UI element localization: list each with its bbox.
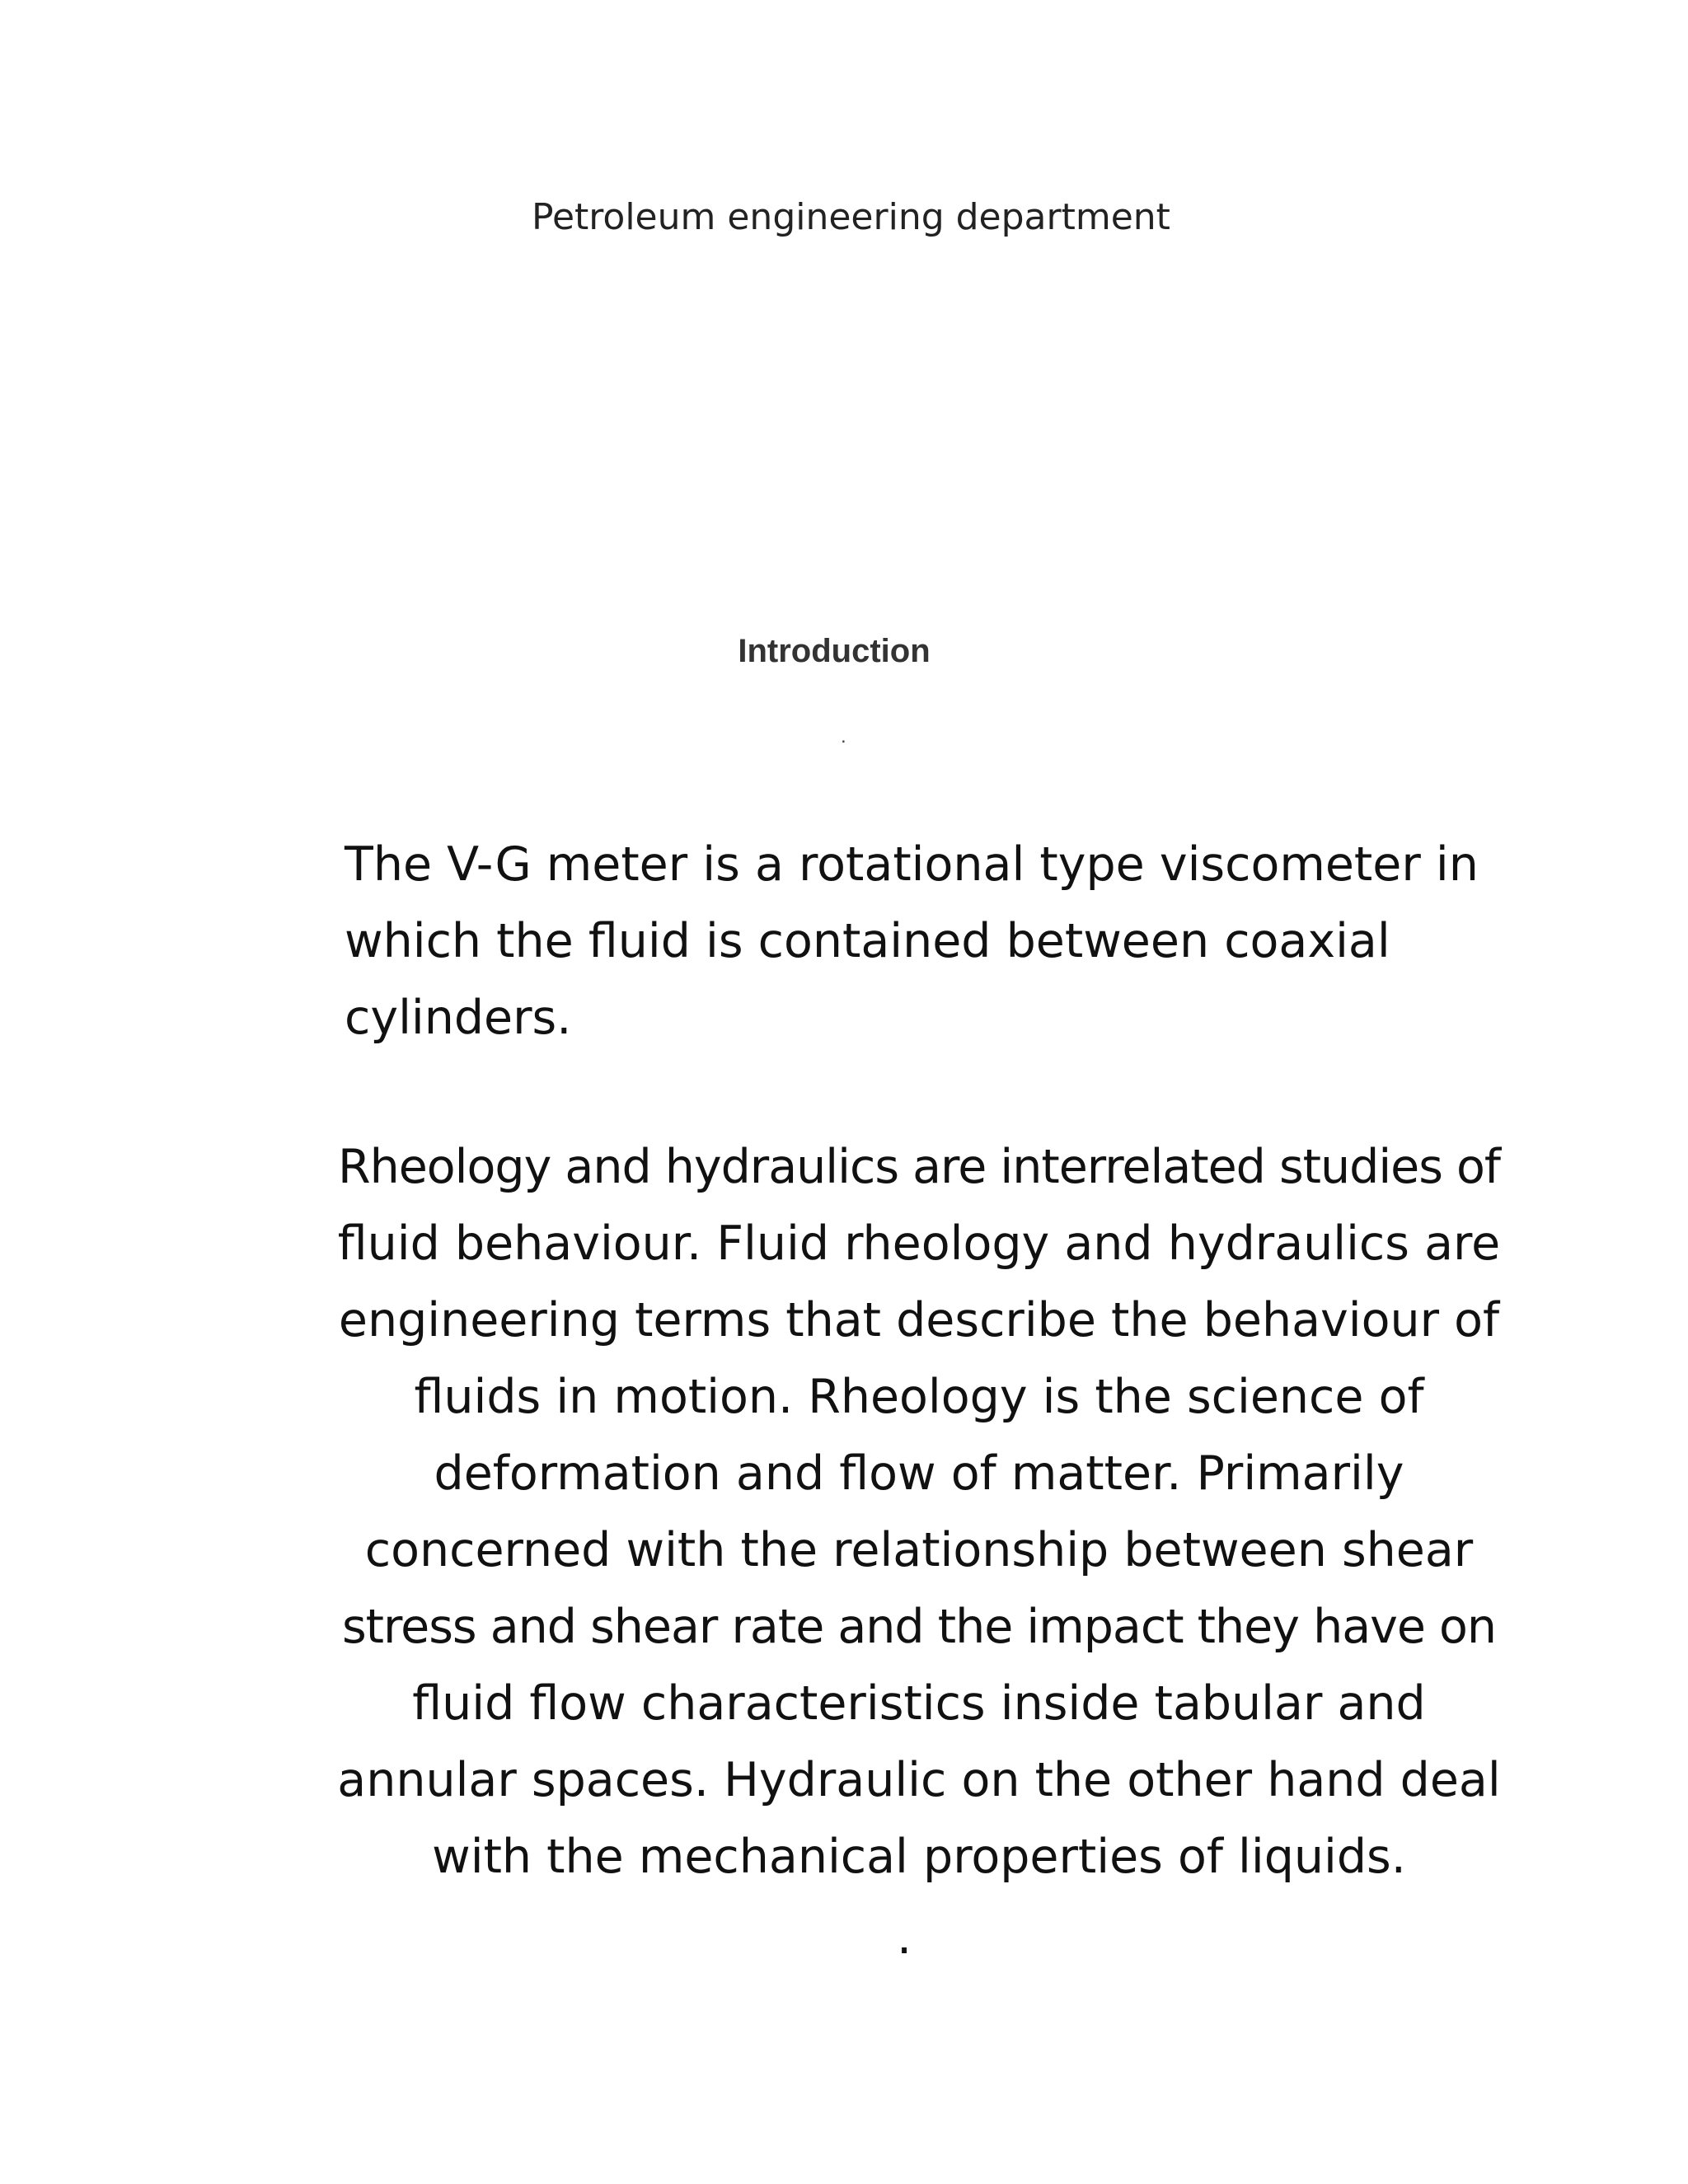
paragraph-line: fluids in motion. Rheology is the science of — [414, 1370, 1424, 1424]
section-heading-introduction: Introduction — [738, 633, 931, 669]
paragraph-line: Rheology and hydraulics are interrelated studies of — [338, 1140, 1500, 1194]
paragraph-line: with the mechanical properties of liquids. — [432, 1830, 1406, 1884]
paragraph-line: annular spaces. Hydraulic on the other hand deal — [337, 1753, 1501, 1807]
paragraph-line: fluid behaviour. Fluid rheology and hydraulics are — [337, 1216, 1501, 1271]
paragraph-line: which the fluid is contained between coaxial — [345, 914, 1390, 968]
department-name: Petroleum engineering department — [532, 196, 1170, 238]
paragraph-vg-meter — [345, 827, 1498, 1057]
paragraph-line: engineering terms that describe the behaviour of — [338, 1293, 1500, 1347]
end-dot: . — [897, 1910, 912, 1965]
paragraph-line: fluid flow characteristics inside tabular and — [412, 1676, 1426, 1731]
paragraph-rheology — [326, 1129, 1512, 1896]
paragraph-line: concerned with the relationship between shear — [364, 1523, 1474, 1577]
heading-dot: . — [841, 725, 846, 748]
paragraph-line: deformation and flow of matter. Primarily — [434, 1446, 1404, 1501]
paragraph-line: The V-G meter is a rotational type viscometer in — [345, 837, 1479, 892]
paragraph-line: stress and shear rate and the impact they have on — [341, 1600, 1497, 1654]
paragraph-line: cylinders. — [345, 991, 572, 1045]
